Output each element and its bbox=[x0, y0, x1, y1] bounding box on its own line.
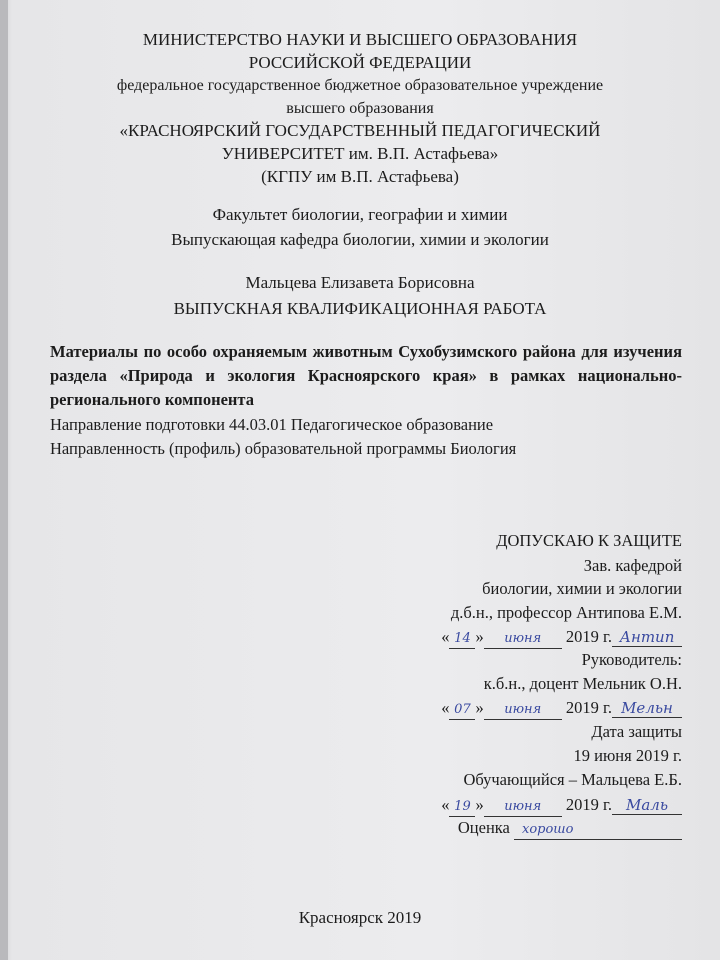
head-year: 2019 г. bbox=[565, 627, 612, 646]
institution-type-line-2: высшего образования bbox=[286, 100, 434, 117]
thesis-title: Материалы по особо охраняемым животным Сухобузимского района для изучения раздела «Природа и экология Красноярского края» в рамках национально-регионального компонента bbox=[50, 342, 682, 409]
head-month: июня bbox=[484, 630, 562, 649]
grade-value: хорошо bbox=[514, 821, 682, 840]
defense-date: 19 июня 2019 г. bbox=[573, 746, 682, 765]
supervisor-label: Руководитель: bbox=[581, 650, 682, 669]
head-signature: Антип bbox=[612, 628, 682, 647]
university-short: (КГПУ им В.П. Астафьева) bbox=[261, 167, 459, 186]
department: Выпускающая кафедра биологии, химии и экологии bbox=[171, 230, 549, 249]
page-edge-shadow bbox=[0, 0, 8, 960]
student-day: 19 bbox=[449, 798, 475, 817]
defense-label: Дата защиты bbox=[591, 722, 682, 741]
quote: « bbox=[441, 698, 450, 717]
supervisor-day: 07 bbox=[449, 701, 475, 720]
university-line-1: «КРАСНОЯРСКИЙ ГОСУДАРСТВЕННЫЙ ПЕДАГОГИЧЕСКИЙ bbox=[119, 121, 601, 140]
quote: » bbox=[475, 795, 484, 814]
footer-city-year: Красноярск 2019 bbox=[298, 908, 422, 927]
student-signature: Маль bbox=[612, 796, 682, 815]
quote: » bbox=[475, 627, 484, 646]
supervisor-year: 2019 г. bbox=[565, 698, 612, 717]
thesis-profile: Направленность (профиль) образовательной программы Биология bbox=[50, 439, 517, 458]
quote: « bbox=[441, 627, 450, 646]
head-title: Зав. кафедрой bbox=[583, 556, 682, 575]
ministry-line-1: МИНИСТЕРСТВО НАУКИ И ВЫСШЕГО ОБРАЗОВАНИЯ bbox=[142, 30, 578, 49]
approval-heading: ДОПУСКАЮ К ЗАЩИТЕ bbox=[496, 531, 682, 550]
supervisor-name: к.б.н., доцент Мельник О.Н. bbox=[483, 674, 682, 693]
student-label: Обучающийся – Мальцева Е.Б. bbox=[463, 770, 682, 789]
student-year: 2019 г. bbox=[565, 795, 612, 814]
thesis-direction: Направление подготовки 44.03.01 Педагогическое образование bbox=[50, 415, 494, 434]
institution-type-line-1: федеральное государственное бюджетное образовательное учреждение bbox=[116, 77, 604, 94]
grade-label: Оценка bbox=[457, 818, 510, 837]
ministry-line-2: РОССИЙСКОЙ ФЕДЕРАЦИИ bbox=[248, 53, 472, 72]
head-dept: биологии, химии и экологии bbox=[482, 579, 682, 598]
work-type: ВЫПУСКНАЯ КВАЛИФИКАЦИОННАЯ РАБОТА bbox=[173, 299, 547, 318]
student-month: июня bbox=[484, 798, 562, 817]
quote: « bbox=[441, 795, 450, 814]
supervisor-month: июня bbox=[484, 701, 562, 720]
quote: » bbox=[475, 698, 484, 717]
head-signature-line bbox=[441, 626, 682, 649]
supervisor-signature-line bbox=[441, 697, 682, 720]
author-name: Мальцева Елизавета Борисовна bbox=[245, 273, 475, 292]
grade-line bbox=[458, 817, 682, 840]
university-line-2: УНИВЕРСИТЕТ им. В.П. Астафьева» bbox=[221, 144, 499, 163]
head-day: 14 bbox=[449, 630, 475, 649]
faculty: Факультет биологии, географии и химии bbox=[212, 205, 508, 224]
supervisor-signature: Мельн bbox=[612, 699, 682, 718]
student-signature-line bbox=[441, 794, 682, 817]
head-name: д.б.н., профессор Антипова Е.М. bbox=[450, 603, 682, 622]
